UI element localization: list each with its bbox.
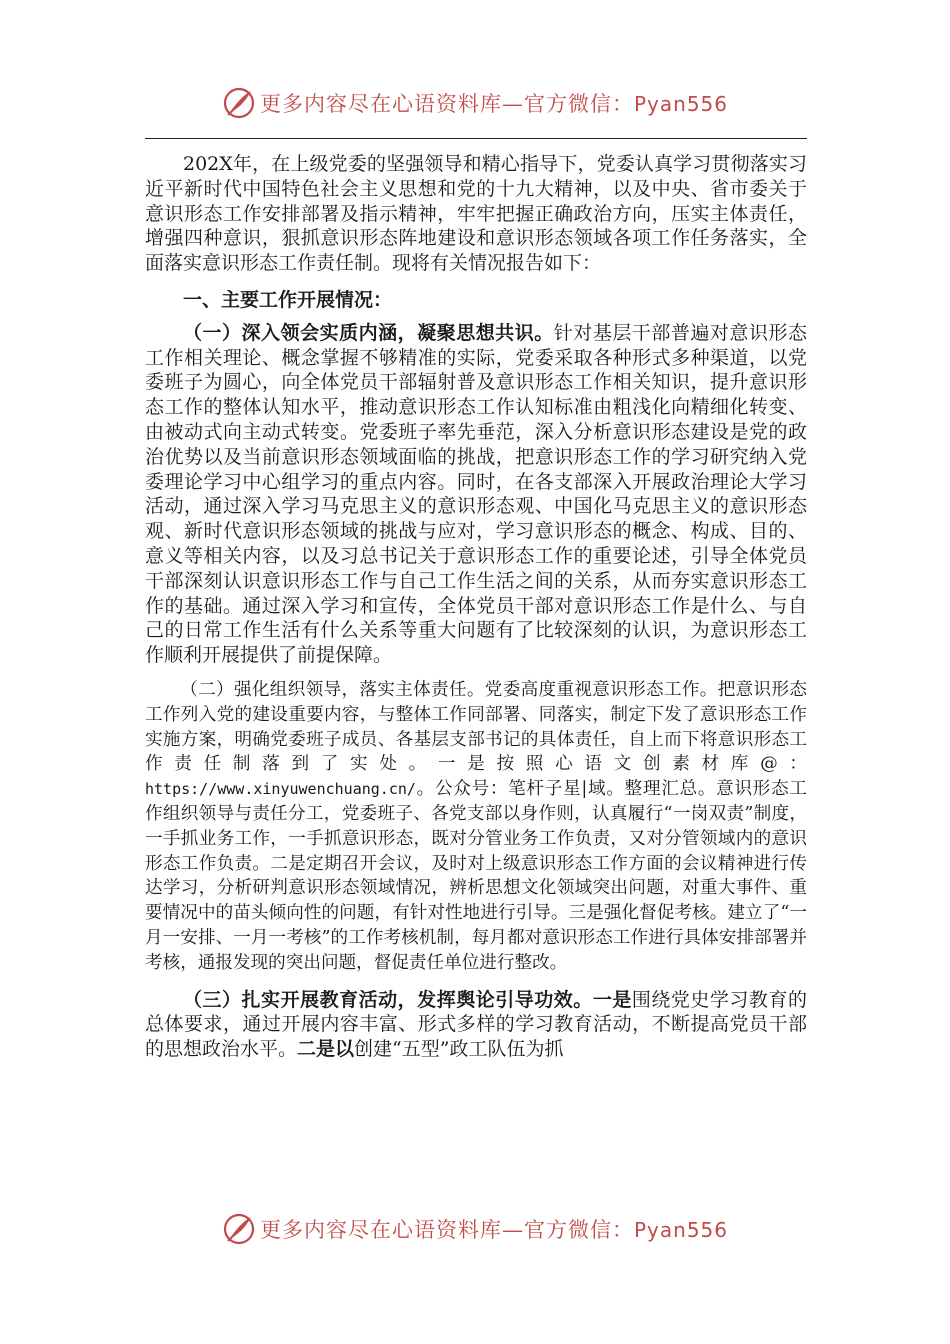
header-rule [145,138,807,139]
header-banner [0,80,950,126]
footer-banner [0,1206,950,1252]
feather-pen-logo-icon [222,86,256,120]
banner-text: 更多内容尽在心语资料库—官方微信： [259,92,634,116]
section-1-text: 针对基层干部普遍对意识形态工作相关理论、概念掌握不够精准的实际，党委采取各种形式多种渠道，以党委班子为圆心，向全体党员干部辐射普及意识形态工作相关知识，提升意识形态工作的整体认知水平，推动意识形态工作认知标准由粗浅化向精细化转变、由被动式向主动式转变。党委班子率先垂范，深入分析意识形态建设是党的政治优势以及当前意识形态领域面临的挑战，把意识形态工作的学习研究纳入党委理论学习中心组学习的重点内容。同时，在各支部深入开展政治理论大学习活动，通过深入学习马克思主义的意识形态观、中国化马克思主义的意识形态观、新时代意识形态领域的挑战与应对，学习意识形态的概念、构成、目的、意义等相关内容，以及习总书记关于意识形态工作的重要论述，引导全体党员干部深刻认识意识形态工作与自己工作生活之间的关系，从而夯实意识形态工作的基础。通过深入学习和宣传，全体党员干部对意识形态工作是什么、与自己的日常工作生活有什么关系等重大问题有了比较深刻的认识，为意识形态工作顺利开展提供了前提保障。 [145,321,807,667]
section-3-lead: （三）扎实开展教育活动，发挥舆论引导功效。 [183,988,593,1011]
section-1-lead: （一）深入领会实质内涵，凝聚思想共识。 [183,321,554,344]
section-heading: 一、主要工作开展情况： [183,288,393,311]
section-2-url: https://www.xinyuwenchuang.cn/ [145,780,416,799]
section-3-paragraph [145,988,807,1062]
section-2-text-a: （二）强化组织领导，落实主体责任。党委高度重视意识形态工作。把意识形态工作列入党的建设重要内容，与整体工作同部署、同落实，制定下发了意识形态工作实施方案，明确党委班子成员、各基层支部书记的具体责任，自上而下将意识形态工作责任制落到了实处。一是按照心语文创素材库@： [145,679,807,775]
section-2-text-b: 。公众号：笔杆子星|域。整理汇总。意识形态工作组织领导与责任分工，党委班子、各党支部以身作则，认真履行“一岗双责”制度，一手抓业务工作，一手抓意识形态，既对分管业务工作负责，又对分管领域内的意识形态工作负责。二是定期召开会议，及时对上级意识形态工作方面的会议精神进行传达学习，分析研判意识形态领域情况，辨析思想文化领域突出问题，对重大事件、重要情况中的苗头倾向性的问题，有针对性地进行引导。三是强化督促考核。建立了“一月一安排、一月一考核”的工作考核机制，每月都对意识形态工作进行具体安排部署并考核，通报发现的突出问题，督促责任单位进行整改。 [145,779,807,973]
section-3-bold-2: 二是以 [297,1038,355,1061]
section-2-paragraph [145,678,807,976]
section-3-text-b: 创建“五型”政工队伍为抓 [354,1038,564,1061]
section-1-paragraph [145,321,807,668]
footer-banner-text: 更多内容尽在心语资料库—官方微信： [259,1218,634,1242]
section-3-text-a: 围绕党史学习教育的总体要求，通过开展内容丰富、形式多样的学习教育活动，不断提高党员干部的思想政治水平。 [145,988,807,1061]
footer-wechat-id: Pyan556 [633,1218,728,1242]
banner-wechat-id: Pyan556 [633,92,728,116]
section-3-bold-1: 一是 [592,988,632,1011]
document-body [145,152,807,1062]
intro-paragraph: 202X年，在上级党委的坚强领导和精心指导下，党委认真学习贯彻落实习近平新时代中国特色社会主义思想和党的十九大精神，以及中央、省市委关于意识形态工作安排部署及指示精神，牢牢把握正确政治方向，压实主体责任，增强四种意识，狠抓意识形态阵地建设和意识形态领域各项工作任务落实，全面落实意识形态工作责任制。现将有关情况报告如下： [145,153,807,275]
feather-pen-logo-icon [222,1212,256,1246]
